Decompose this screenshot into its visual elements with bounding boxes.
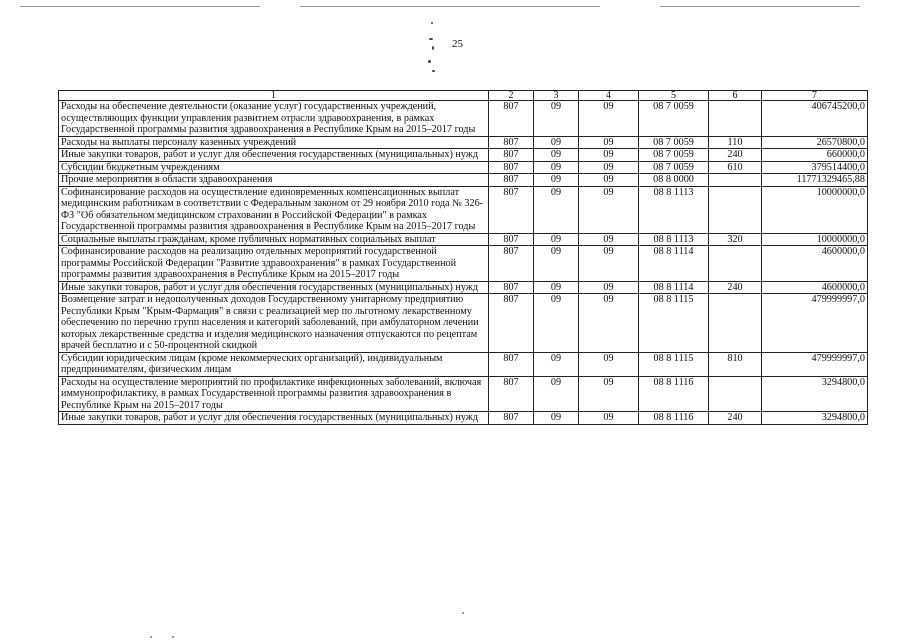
target-article-cell: 08 7 0059 bbox=[639, 149, 709, 162]
row-name-cell: Софинансирование расходов на осуществление единовременных компенсационных выплат медицинским работникам в соответствии с Федеральным законом от 29 ноября 2010 года № 326-ФЗ "Об обязательном медицинском страховании в Российской Федерации" в рамках Государственной программы развития здравоохранения в Республике Крым на 2015–2017 годы bbox=[59, 186, 489, 233]
table-row bbox=[59, 161, 868, 174]
amount-cell: 3294800,0 bbox=[762, 376, 868, 412]
row-name-cell: Иные закупки товаров, работ и услуг для обеспечения государственных (муниципальных) нужд bbox=[59, 281, 489, 294]
section-code-cell: 09 bbox=[534, 101, 579, 137]
subsection-code-cell: 09 bbox=[579, 281, 639, 294]
row-name-cell: Субсидии бюджетным учреждениям bbox=[59, 161, 489, 174]
amount-cell: 479999997,0 bbox=[762, 352, 868, 376]
row-name-cell: Субсидии юридическим лицам (кроме некоммерческих организаций), индивидуальным предпринимателям, физическим лицам bbox=[59, 352, 489, 376]
section-code-cell: 09 bbox=[534, 246, 579, 282]
target-article-cell: 08 8 1116 bbox=[639, 412, 709, 425]
target-article-cell: 08 8 0000 bbox=[639, 174, 709, 187]
expense-type-cell bbox=[709, 101, 762, 137]
ministry-code-cell: 807 bbox=[489, 376, 534, 412]
column-header: 4 bbox=[579, 91, 639, 101]
ministry-code-cell: 807 bbox=[489, 101, 534, 137]
subsection-code-cell: 09 bbox=[579, 412, 639, 425]
row-name-cell: Софинансирование расходов на реализацию отдельных мероприятий государственной программы Российской Федерации "Развитие здравоохранения" в рамках Государственной программы развития здравоохранения в Республике Крым на 2015–2017 годы bbox=[59, 246, 489, 282]
table-row bbox=[59, 294, 868, 353]
ministry-code-cell: 807 bbox=[489, 246, 534, 282]
ministry-code-cell: 807 bbox=[489, 281, 534, 294]
table-row bbox=[59, 412, 868, 425]
target-article-cell: 08 7 0059 bbox=[639, 161, 709, 174]
amount-cell: 660000,0 bbox=[762, 149, 868, 162]
target-article-cell: 08 8 1114 bbox=[639, 246, 709, 282]
ministry-code-cell: 807 bbox=[489, 233, 534, 246]
row-name-cell: Прочие мероприятия в области здравоохранения bbox=[59, 174, 489, 187]
amount-cell: 11771329465,88 bbox=[762, 174, 868, 187]
target-article-cell: 08 8 1115 bbox=[639, 352, 709, 376]
row-name-cell: Иные закупки товаров, работ и услуг для обеспечения государственных (муниципальных) нужд bbox=[59, 149, 489, 162]
expense-type-cell: 610 bbox=[709, 161, 762, 174]
target-article-cell: 08 7 0059 bbox=[639, 136, 709, 149]
subsection-code-cell: 09 bbox=[579, 136, 639, 149]
page-number: 25 bbox=[452, 38, 463, 50]
row-name-cell: Расходы на выплаты персоналу казенных учреждений bbox=[59, 136, 489, 149]
amount-cell: 10000000,0 bbox=[762, 186, 868, 233]
section-code-cell: 09 bbox=[534, 376, 579, 412]
expense-type-cell bbox=[709, 376, 762, 412]
amount-cell: 3294800,0 bbox=[762, 412, 868, 425]
table-row bbox=[59, 352, 868, 376]
amount-cell: 4600000,0 bbox=[762, 281, 868, 294]
expense-type-cell: 810 bbox=[709, 352, 762, 376]
expense-type-cell bbox=[709, 294, 762, 353]
subsection-code-cell: 09 bbox=[579, 352, 639, 376]
subsection-code-cell: 09 bbox=[579, 174, 639, 187]
top-edge-line bbox=[660, 6, 860, 7]
expense-type-cell: 110 bbox=[709, 136, 762, 149]
amount-cell: 479999997,0 bbox=[762, 294, 868, 353]
table-row bbox=[59, 149, 868, 162]
ministry-code-cell: 807 bbox=[489, 149, 534, 162]
target-article-cell: 08 7 0059 bbox=[639, 101, 709, 137]
ministry-code-cell: 807 bbox=[489, 352, 534, 376]
subsection-code-cell: 09 bbox=[579, 294, 639, 353]
expense-type-cell bbox=[709, 174, 762, 187]
target-article-cell: 08 8 1115 bbox=[639, 294, 709, 353]
column-header: 3 bbox=[534, 91, 579, 101]
row-name-cell: Иные закупки товаров, работ и услуг для обеспечения государственных (муниципальных) нужд bbox=[59, 412, 489, 425]
section-code-cell: 09 bbox=[534, 161, 579, 174]
subsection-code-cell: 09 bbox=[579, 233, 639, 246]
column-header: 2 bbox=[489, 91, 534, 101]
header-row bbox=[59, 91, 868, 101]
ministry-code-cell: 807 bbox=[489, 412, 534, 425]
table-row bbox=[59, 186, 868, 233]
amount-cell: 10000000,0 bbox=[762, 233, 868, 246]
budget-table bbox=[58, 90, 868, 425]
expense-type-cell: 320 bbox=[709, 233, 762, 246]
target-article-cell: 08 8 1113 bbox=[639, 233, 709, 246]
amount-cell: 4600000,0 bbox=[762, 246, 868, 282]
expense-type-cell: 240 bbox=[709, 149, 762, 162]
column-header: 5 bbox=[639, 91, 709, 101]
amount-cell: 26570800,0 bbox=[762, 136, 868, 149]
table-row bbox=[59, 281, 868, 294]
row-name-cell: Расходы на обеспечение деятельности (оказание услуг) государственных учреждений, осуществляющих функции управления развитием отрасли здравоохранения, в рамках Государственной программы развития здравоохранения в Республике Крым на 2015–2017 годы bbox=[59, 101, 489, 137]
subsection-code-cell: 09 bbox=[579, 186, 639, 233]
row-name-cell: Социальные выплаты гражданам, кроме публичных нормативных социальных выплат bbox=[59, 233, 489, 246]
section-code-cell: 09 bbox=[534, 233, 579, 246]
subsection-code-cell: 09 bbox=[579, 161, 639, 174]
ministry-code-cell: 807 bbox=[489, 136, 534, 149]
table-row bbox=[59, 246, 868, 282]
expense-type-cell: 240 bbox=[709, 412, 762, 425]
column-header: 1 bbox=[59, 91, 489, 101]
top-edge-line bbox=[20, 6, 260, 7]
column-header: 6 bbox=[709, 91, 762, 101]
amount-cell: 406745200,0 bbox=[762, 101, 868, 137]
table-row bbox=[59, 136, 868, 149]
table-row bbox=[59, 376, 868, 412]
ministry-code-cell: 807 bbox=[489, 186, 534, 233]
row-name-cell: Расходы на осуществление мероприятий по профилактике инфекционных заболеваний, включая иммунопрофилактику, в рамках Государственной программы развития здравоохранения в Республике Крым на 2015–2017 годы bbox=[59, 376, 489, 412]
subsection-code-cell: 09 bbox=[579, 376, 639, 412]
ministry-code-cell: 807 bbox=[489, 294, 534, 353]
expense-type-cell bbox=[709, 246, 762, 282]
section-code-cell: 09 bbox=[534, 149, 579, 162]
ministry-code-cell: 807 bbox=[489, 161, 534, 174]
section-code-cell: 09 bbox=[534, 136, 579, 149]
amount-cell: 379514400,0 bbox=[762, 161, 868, 174]
subsection-code-cell: 09 bbox=[579, 149, 639, 162]
ministry-code-cell: 807 bbox=[489, 174, 534, 187]
table-row bbox=[59, 233, 868, 246]
section-code-cell: 09 bbox=[534, 281, 579, 294]
table-row bbox=[59, 174, 868, 187]
section-code-cell: 09 bbox=[534, 186, 579, 233]
row-name-cell: Возмещение затрат и недополученных доходов Государственному унитарному предприятию Республики Крым "Крым-Фармация" в связи с реализацией мер по льготному лекарственному обеспечению по перечню групп населения и категорий заболеваний, при амбулаторном лечении которых лекарственные средства и изделия медицинского назначения отпускаются по рецептам врачей бесплатно и с 50-процентной скидкой bbox=[59, 294, 489, 353]
column-header: 7 bbox=[762, 91, 868, 101]
scan-specks bbox=[427, 22, 437, 82]
section-code-cell: 09 bbox=[534, 174, 579, 187]
scan-noise bbox=[0, 600, 905, 640]
table-row bbox=[59, 101, 868, 137]
expense-type-cell: 240 bbox=[709, 281, 762, 294]
target-article-cell: 08 8 1116 bbox=[639, 376, 709, 412]
section-code-cell: 09 bbox=[534, 352, 579, 376]
subsection-code-cell: 09 bbox=[579, 101, 639, 137]
expense-type-cell bbox=[709, 186, 762, 233]
target-article-cell: 08 8 1114 bbox=[639, 281, 709, 294]
subsection-code-cell: 09 bbox=[579, 246, 639, 282]
target-article-cell: 08 8 1113 bbox=[639, 186, 709, 233]
section-code-cell: 09 bbox=[534, 412, 579, 425]
section-code-cell: 09 bbox=[534, 294, 579, 353]
top-edge-line bbox=[300, 6, 600, 7]
